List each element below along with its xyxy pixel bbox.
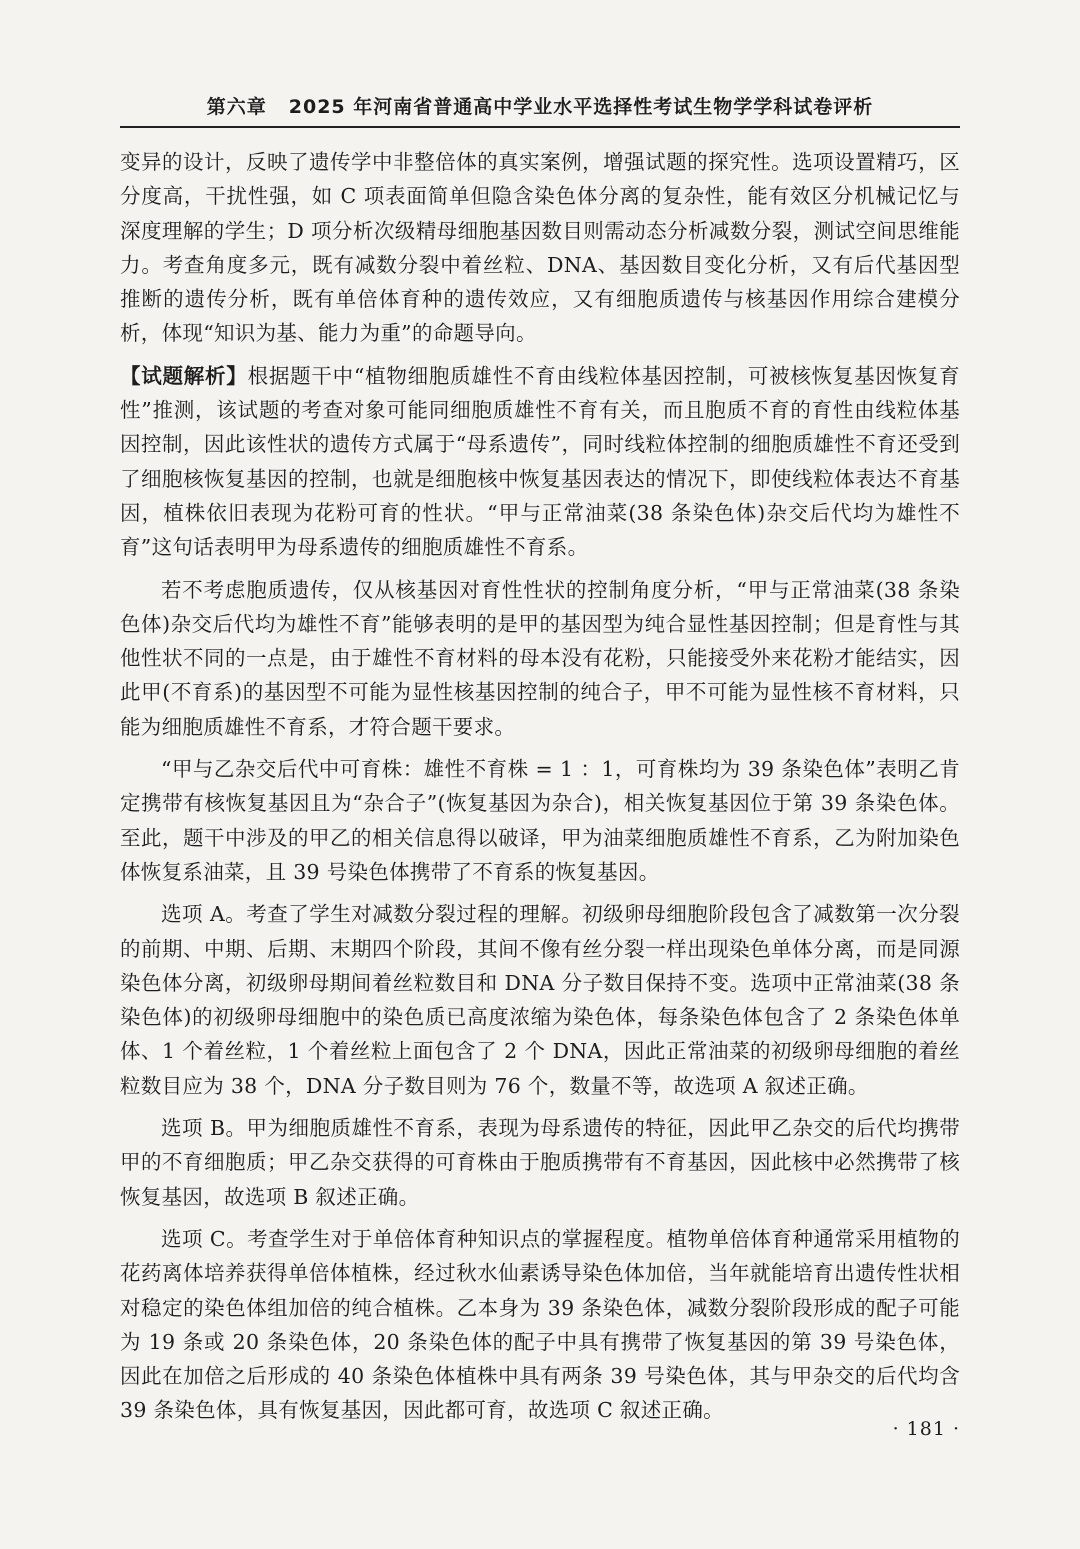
paragraph-1: 变异的设计，反映了遗传学中非整倍体的真实案例，增强试题的探究性。选项设置精巧，区分度高，干扰性强，如 C 项表面简单但隐含染色体分离的复杂性，能有效区分机械记忆与深度理解的学生；D 项分析次级精母细胞基因数目则需动态分析减数分裂，测试空间思维能力。考查角度多元，既有减数分裂中着丝粒、DNA、基因数目变化分析，又有后代基因型推断的遗传分析，既有单倍体育种的遗传效应，又有细胞质遗传与核基因作用综合建模分析，体现“知识为基、能力为重”的命题导向。 — [120, 150, 960, 346]
paragraph-3: 若不考虑胞质遗传，仅从核基因对育性性状的控制角度分析，“甲与正常油菜(38 条染色体)杂交后代均为雄性不育”能够表明的是甲的基因型为纯合显性基因控制；但是育性与其他性状不同的一点是，由于雄性不育材料的母本没有花粉，只能接受外来花粉才能结实，因此甲(不育系)的基因型不可能为显性核基因控制的纯合子，甲不可能为显性核不育材料，只能为细胞质雄性不育系，才符合题干要求。 — [120, 577, 960, 739]
paragraph-option-a: 选项 A。考查了学生对减数分裂过程的理解。初级卵母细胞阶段包含了减数第一次分裂的前期、中期、后期、末期四个阶段，其间不像有丝分裂一样出现染色单体分离，而是同源染色体分离，初级卵母期间着丝粒数目和 DNA 分子数目保持不变。选项中正常油菜(38 条染色体)的初级卵母细胞中的染色质已高度浓缩为染色体，每条染色体包含了 2 条染色体单体、1 个着丝粒，1 个着丝粒上面包含了 2 个 DNA，因此正常油菜的初级卵母细胞的着丝粒数目应为 38 个，DNA 分子数目则为 76 个，数量不等，故选项 A 叙述正确。 — [120, 902, 960, 1098]
paragraph-option-b: 选项 B。甲为细胞质雄性不育系，表现为母系遗传的特征，因此甲乙杂交的后代均携带甲的不育细胞质；甲乙杂交获得的可育株由于胞质携带有不育基因，因此核中必然携带了核恢复基因，故选项 B 叙述正确。 — [120, 1116, 960, 1209]
header-title: 2025 年河南省普通高中学业水平选择性考试生物学学科试卷评析 — [288, 96, 874, 118]
paragraph-2-text: 根据题干中“植物细胞质雄性不育由线粒体基因控制，可被核恢复基因恢复育性”推测，该试题的考查对象可能同细胞质雄性不育有关，而且胞质不育的育性由线粒体基因控制，因此该性状的遗传方式属于“母系遗传”，同时线粒体控制的细胞质雄性不育还受到了细胞核恢复基因的控制，也就是细胞核中恢复基因表达的情况下，即使线粒体表达不育基因，植株依旧表现为花粉可育的性状。“甲与正常油菜(38 条染色体)杂交后代均为雄性不育”这句话表明甲为母系遗传的细胞质雄性不育系。 — [120, 363, 960, 560]
header-chapter: 第六章 — [206, 96, 267, 118]
paragraph-option-c: 选项 C。考查学生对于单倍体育种知识点的掌握程度。植物单倍体育种通常采用植物的花药离体培养获得单倍体植株，经过秋水仙素诱导染色体加倍，当年就能培育出遗传性状相对稳定的染色体组加倍的纯合植株。乙本身为 39 条染色体，减数分裂阶段形成的配子可能为 19 条或 20 条染色体，20 条染色体的配子中具有携带了恢复基因的第 39 号染色体，因此在加倍之后形成的 40 条染色体植株中具有两条 39 号染色体，其与甲杂交的后代均含 39 条染色体，具有恢复基因，因此都可育，故选项 C 叙述正确。 — [120, 1226, 960, 1423]
page-number: · 181 · — [892, 1418, 960, 1440]
paragraph-4: “甲与乙杂交后代中可育株：雄性不育株 = 1 ：1，可育株均为 39 条染色体”表明乙肯定携带有核恢复基因且为“杂合子”(恢复基因为杂合)，相关恢复基因位于第 39 条染色体。至此，题干中涉及的甲乙的相关信息得以破译，甲为油菜细胞质雄性不育系，乙为附加染色体恢复系油菜，且 39 号染色体携带了不育系的恢复基因。 — [120, 757, 960, 884]
body-text — [120, 145, 960, 1428]
section-heading-analysis: 【试题解析】 — [120, 363, 248, 388]
running-header — [120, 92, 960, 128]
paragraph-2 — [120, 359, 960, 565]
